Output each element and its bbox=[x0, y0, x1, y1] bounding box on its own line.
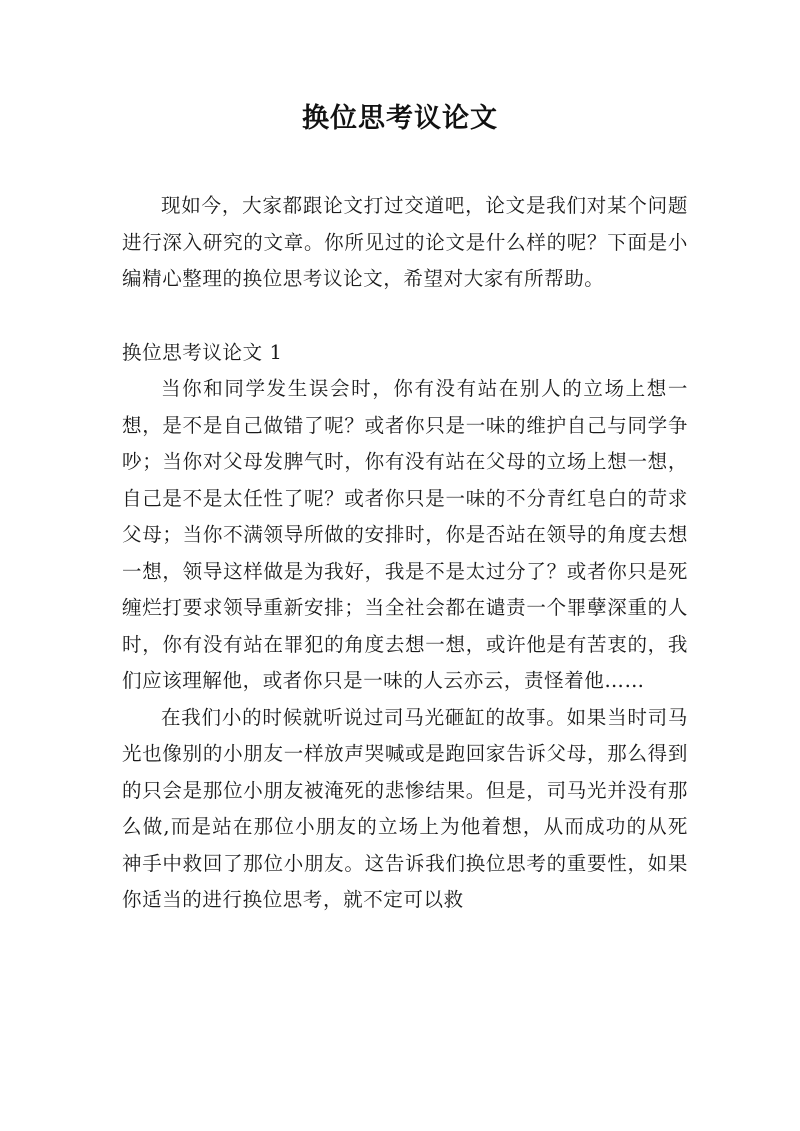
document-title: 换位思考议论文 bbox=[302, 103, 498, 134]
intro-paragraph: 现如今，大家都跟论文打过交道吧，论文是我们对某个问题进行深入研究的文章。你所见过的论文是什么样的呢？下面是小编精心整理的换位思考议论文，希望对大家有所帮助。 bbox=[122, 194, 688, 290]
body-paragraph-2: 在我们小的时候就听说过司马光砸缸的故事。如果当时司马光也像别的小朋友一样放声哭喊或是跑回家告诉父母，那么得到的只会是那位小朋友被淹死的悲惨结果。但是，司马光并没有那么做,而是站在那位小朋友的立场上为他着想，从而成功的从死神手中救回了那位小朋友。这告诉我们换位思考的重要性，如果你适当的进行换位思考，就不定可以救 bbox=[122, 705, 688, 911]
section-heading: 换位思考议论文 1 bbox=[122, 340, 283, 364]
body-paragraph-1: 当你和同学发生误会时，你有没有站在别人的立场上想一想，是不是自己做错了呢？或者你只是一味的维护自己与同学争吵；当你对父母发脾气时，你有没有站在父母的立场上想一想，自己是不是太任性了呢？或者你只是一味的不分青红皂白的苛求父母；当你不满领导所做的安排时，你是否站在领导的角度去想一想，领导这样做是为我好，我是不是太过分了？或者你只是死缠烂打要求领导重新安排；当全社会都在谴责一个罪孽深重的人时，你有没有站在罪犯的角度去想一想，或许他是有苦衷的，我们应该理解他，或者你只是一味的人云亦云，责怪着他…… bbox=[122, 377, 688, 692]
document-body bbox=[122, 188, 688, 919]
